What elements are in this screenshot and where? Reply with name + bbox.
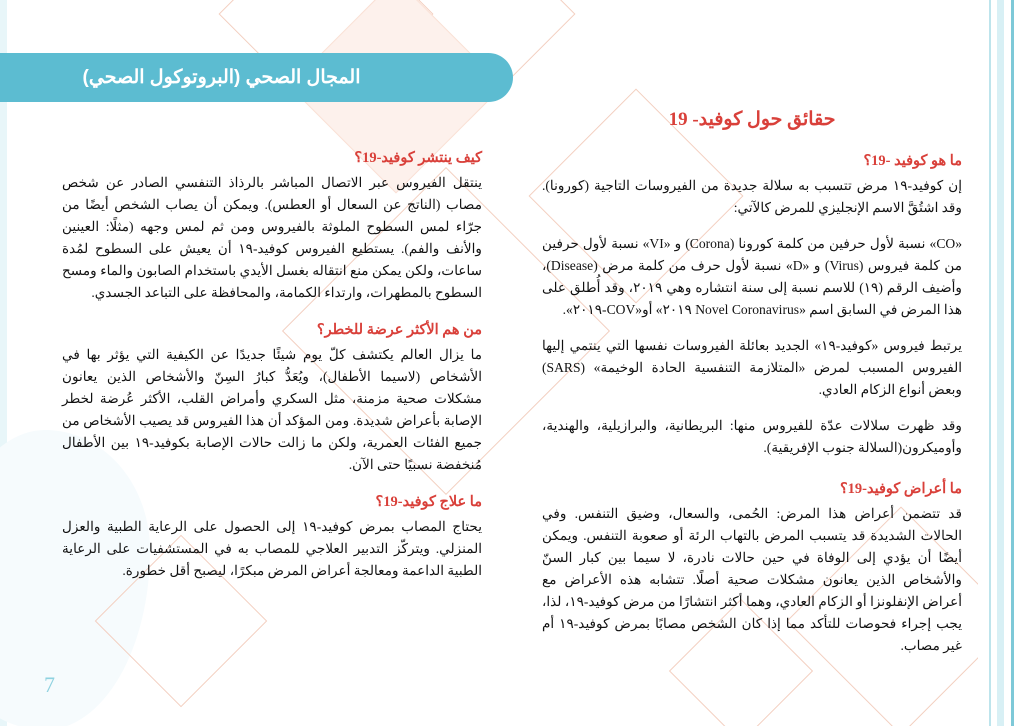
heading-what-is-covid: ما هو كوفيد -19؟ [863,153,962,169]
paragraph: قد تتضمن أعراض هذا المرض: الحُمى، والسعال، وضيق التنفس. وفي الحالات الشديدة قد يتسبب المرض بالتهاب الرئة أو صعوبة التنفس. ويمكن أيضًا أن يؤدي إلى الوفاة في حين حالات نادرة، لا سيما بين كبار السنّ والأشخاص الذين يعانون مشكلات صحية أصلًا. تتشابه هذه الأعراض مع أعراض الإنفلونزا أو الزكام العادي، وهما أكثر انتشارًا من مرض كوفيد-١٩، لذا، يجب إجراء فحوصات للتأكد مما إذا كان الشخص مصابًا بمرض كوفيد-١٩ أم غير مصاب. [542,506,962,654]
qa-block-treatment [62,494,482,582]
section-header-banner [0,53,513,102]
page-title: حقائق حول كوفيد- 19 [668,109,836,130]
right-text-column [542,108,962,673]
paragraph: يرتبط فيروس «كوفيد-١٩» الجديد بعائلة الفيروسات نفسها التي ينتمي إليها الفيروس المسبب لمرض «المتلازمة التنفسية الحادة الوخيمة» (SARS) وبعض أنواع الزكام العادي. [542,338,962,398]
qa-block-at-risk [62,322,482,476]
page-number: 7 [44,672,55,697]
right-edge-accent [978,0,1024,726]
paragraph: وقد ظهرت سلالات عدّة للفيروس منها: البريطانية، والبرازيلية، والهندية، وأوميكرون(السلالة جنوب الإفريقية). [542,418,962,456]
heading-how-spreads: كيف ينتشر كوفيد-19؟ [354,150,482,166]
paragraph: ينتقل الفيروس عبر الاتصال المباشر بالرذاذ التنفسي الصادر عن شخص مصاب (الناتج عن السعال أو العطس). ويمكن أن يصاب الشخص أيضًا من جرّاء لمس السطوح الملوثة بالفيروس ومن ثم لمس وجهه (مثلًا: العينين والأنف والفم). يستطيع الفيروس كوفيد-١٩ أن يعيش على السطوح لمُدة ساعات، ولكن يمكن منع انتقاله بغسل الأيدي باستخدام الصابون والماء ومسح السطوح بالمطهرات، وارتداء الكمامة، والمحافظة على التباعد الجسدي. [62,175,482,301]
heading-symptoms: ما أعراض كوفيد-19؟ [839,481,962,498]
qa-block-what-is-covid [542,153,962,459]
paragraph: «CO» نسبة لأول حرفين من كلمة كورونا (Corona) و «VI» نسبة لأول حرفين من كلمة فيروس (Virus) و «D» نسبة لأول حرف من كلمة مرض (Disease)، وأضيف الرقم (١٩) للاسم نسبة إلى سنة انتشاره وهي ٢٠١٩، وقد أُطلق على هذا المرض في السابق اسم «Novel Coronavirus ٢٠١٩» أو«COV-٢٠١٩». [542,236,962,318]
qa-block-spread [62,150,482,304]
heading-treatment: ما علاج كوفيد-19؟ [375,494,482,511]
heading-most-at-risk: من هم الأكثر عرضة للخطر؟ [316,322,482,339]
paragraph: ما يزال العالم يكتشف كلّ يوم شيئًا جديدًا عن الكيفية التي يؤثر بها في الأشخاص (لاسيما الأطفال)، ويُعَدُّ كبارُ السِنّ والأشخاص الذين يعانون مشكلات صحية مزمنة، مثل السكري وأمراض القلب، الأكثر عُرضة لخطر الإصابة بأعراض شديدة. ومن المؤكد أن هذا الفيروس قد يصيب الأشخاص من جميع الفئات العمرية، ولكن ما زالت حالات الإصابة بكوفيد-١٩ بين الأطفال مُنخفضة نسبيًا حتى الآن. [62,347,482,473]
section-header-label: المجال الصحي (البروتوكول الصحي) [82,67,361,88]
left-text-column [62,150,482,598]
paragraph: إن كوفيد-١٩ مرض تتسبب به سلالة جديدة من الفيروسات التاجية (كورونا). وقد اشتُقَّ الاسم الإنجليزي للمرض كالآتي: [542,178,962,216]
qa-block-symptoms [542,481,962,657]
paragraph: يحتاج المصاب بمرض كوفيد-١٩ إلى الحصول على الرعاية الطبية والعزل المنزلي. ويتركّز التدبير العلاجي للمصاب به في المستشفيات على الرعاية الطبية الداعمة ومعالجة أعراض المرض مبكرًا، ليصبح أقل خطورة. [62,519,482,579]
